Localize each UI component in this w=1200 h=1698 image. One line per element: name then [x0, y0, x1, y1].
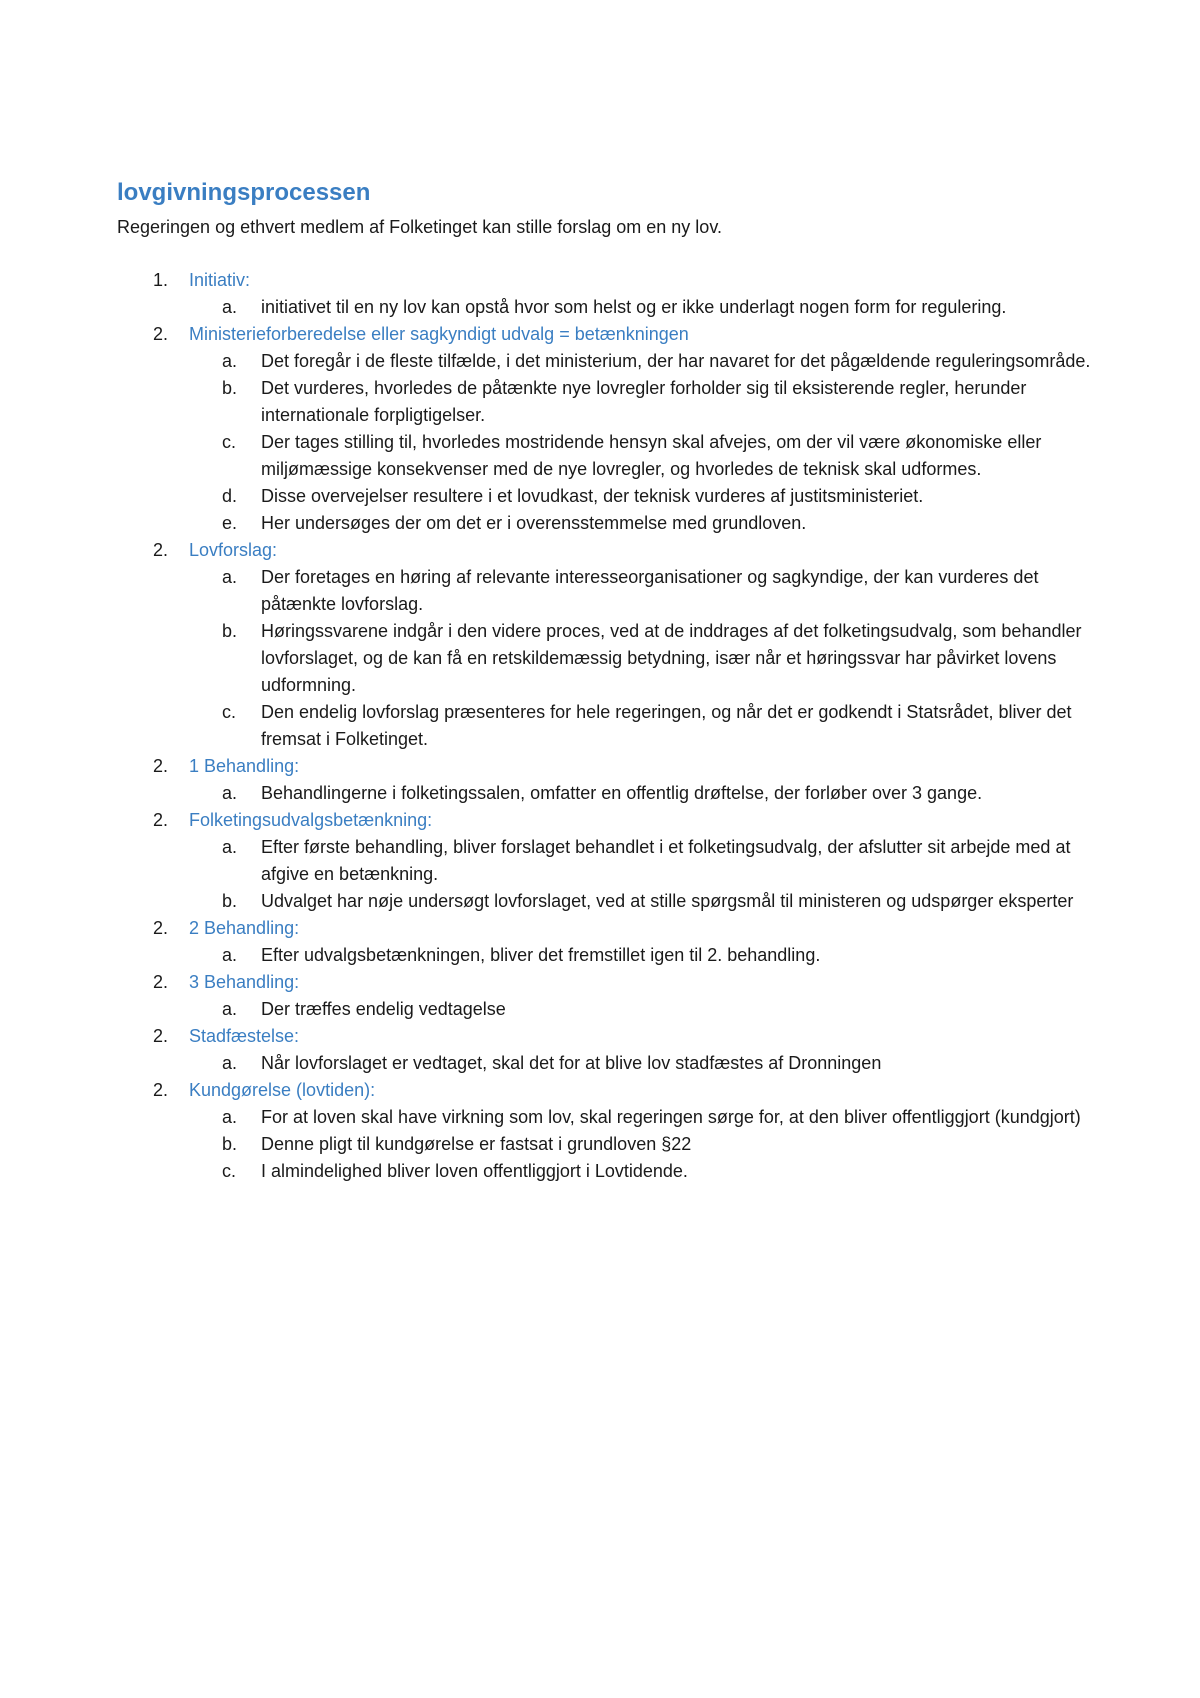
detail-text: Udvalget har nøje undersøgt lovforslaget, ved at stille spørgsmål til ministeren og udspørger eksperter: [261, 891, 1074, 911]
step-heading: Ministerieforberedelse eller sagkyndigt udvalg = betænkningen: [189, 324, 689, 344]
detail-letter: a.: [222, 945, 238, 965]
step-number: 1.: [153, 270, 169, 290]
process-steps-list: [117, 267, 1100, 1185]
step-detail-item: [189, 1158, 1100, 1185]
process-step: [117, 267, 1100, 321]
detail-letter: e.: [222, 513, 238, 533]
intro-paragraph: Regeringen og ethvert medlem af Folketinget kan stille forslag om en ny lov.: [117, 217, 722, 237]
step-detail-item: [189, 1131, 1100, 1158]
detail-letter: d.: [222, 486, 238, 506]
detail-letter: a.: [222, 351, 238, 371]
step-heading: 2 Behandling:: [189, 918, 300, 938]
step-number: 2.: [153, 918, 169, 938]
step-number: 2.: [153, 1026, 169, 1046]
detail-text: Når lovforslaget er vedtaget, skal det for at blive lov stadfæstes af Dronningen: [261, 1053, 882, 1073]
step-detail-item: [189, 834, 1100, 888]
step-detail-item: [189, 996, 1100, 1023]
detail-letter: b.: [222, 378, 238, 398]
step-details-list: [189, 294, 1100, 321]
detail-text: Høringssvarene indgår i den videre proces, ved at de inddrages af det folketingsudvalg, som behandler lovforslaget, og de kan få en retskildemæssig betydning, især når et høringssvar har påvirket lovens udformning.: [261, 621, 1082, 695]
process-step: [117, 537, 1100, 753]
detail-letter: a.: [222, 1053, 238, 1073]
step-details-list: [189, 1104, 1100, 1185]
step-heading: 3 Behandling:: [189, 972, 300, 992]
detail-text: I almindelighed bliver loven offentliggjort i Lovtidende.: [261, 1161, 688, 1181]
step-details-list: [189, 780, 1100, 807]
step-number: 2.: [153, 756, 169, 776]
detail-letter: a.: [222, 999, 238, 1019]
step-number: 2.: [153, 810, 169, 830]
step-details-list: [189, 996, 1100, 1023]
detail-text: Det foregår i de fleste tilfælde, i det ministerium, der har navaret for det pågældende reguleringsområde.: [261, 351, 1091, 371]
step-heading: Lovforslag:: [189, 540, 278, 560]
step-number: 2.: [153, 1080, 169, 1100]
detail-text: Behandlingerne i folketingssalen, omfatter en offentlig drøftelse, der forløber over 3 gange.: [261, 783, 983, 803]
process-step: [117, 1077, 1100, 1185]
step-detail-item: [189, 348, 1100, 375]
detail-letter: c.: [222, 432, 237, 452]
detail-letter: a.: [222, 567, 238, 587]
detail-text: Disse overvejelser resultere i et lovudkast, der teknisk vurderes af justitsministeriet.: [261, 486, 924, 506]
step-heading: Folketingsudvalgsbetænkning:: [189, 810, 433, 830]
document-title: lovgivningsprocessen: [117, 179, 371, 206]
detail-letter: b.: [222, 891, 238, 911]
detail-letter: c.: [222, 702, 237, 722]
detail-text: For at loven skal have virkning som lov, skal regeringen sørge for, at den bliver offentliggjort (kundgjort): [261, 1107, 1081, 1127]
detail-letter: a.: [222, 1107, 238, 1127]
step-detail-item: [189, 942, 1100, 969]
detail-text: Der træffes endelig vedtagelse: [261, 999, 506, 1019]
step-details-list: [189, 564, 1100, 753]
process-step: [117, 753, 1100, 807]
step-details-list: [189, 834, 1100, 915]
detail-letter: a.: [222, 297, 238, 317]
step-detail-item: [189, 510, 1100, 537]
step-heading: 1 Behandling:: [189, 756, 300, 776]
detail-text: Den endelig lovforslag præsenteres for hele regeringen, og når det er godkendt i Statsrådet, bliver det fremsat i Folketinget.: [261, 702, 1072, 749]
step-detail-item: [189, 1104, 1100, 1131]
step-details-list: [189, 942, 1100, 969]
step-detail-item: [189, 1050, 1100, 1077]
step-detail-item: [189, 375, 1100, 429]
step-number: 2.: [153, 324, 169, 344]
step-heading: Stadfæstelse:: [189, 1026, 300, 1046]
process-step: [117, 321, 1100, 537]
step-heading: Initiativ:: [189, 270, 251, 290]
detail-text: Efter første behandling, bliver forslaget behandlet i et folketingsudvalg, der afslutter sit arbejde med at afgive en betænkning.: [261, 837, 1071, 884]
process-step: [117, 969, 1100, 1023]
detail-text: Her undersøges der om det er i overensstemmelse med grundloven.: [261, 513, 807, 533]
step-detail-item: [189, 429, 1100, 483]
detail-letter: b.: [222, 621, 238, 641]
detail-text: Efter udvalgsbetænkningen, bliver det fremstillet igen til 2. behandling.: [261, 945, 821, 965]
step-detail-item: [189, 564, 1100, 618]
step-detail-item: [189, 780, 1100, 807]
step-detail-item: [189, 699, 1100, 753]
detail-letter: a.: [222, 837, 238, 857]
step-detail-item: [189, 618, 1100, 699]
detail-text: Der foretages en høring af relevante interesseorganisationer og sagkyndige, der kan vurderes det påtænkte lovforslag.: [261, 567, 1039, 614]
detail-text: Denne pligt til kundgørelse er fastsat i grundloven §22: [261, 1134, 692, 1154]
process-step: [117, 807, 1100, 915]
detail-letter: a.: [222, 783, 238, 803]
step-details-list: [189, 1050, 1100, 1077]
step-detail-item: [189, 888, 1100, 915]
detail-text: initiativet til en ny lov kan opstå hvor som helst og er ikke underlagt nogen form for regulering.: [261, 297, 1007, 317]
step-heading: Kundgørelse (lovtiden):: [189, 1080, 376, 1100]
step-number: 2.: [153, 972, 169, 992]
detail-letter: b.: [222, 1134, 238, 1154]
step-details-list: [189, 348, 1100, 537]
step-number: 2.: [153, 540, 169, 560]
step-detail-item: [189, 483, 1100, 510]
process-step: [117, 915, 1100, 969]
step-detail-item: [189, 294, 1100, 321]
detail-letter: c.: [222, 1161, 237, 1181]
detail-text: Der tages stilling til, hvorledes mostridende hensyn skal afvejes, om der vil være økonomiske eller miljømæssige konsekvenser med de nye lovregler, og hvorledes de teknisk skal udformes.: [261, 432, 1042, 479]
detail-text: Det vurderes, hvorledes de påtænkte nye lovregler forholder sig til eksisterende regler, herunder internationale forpligtigelser.: [261, 378, 1027, 425]
process-step: [117, 1023, 1100, 1077]
